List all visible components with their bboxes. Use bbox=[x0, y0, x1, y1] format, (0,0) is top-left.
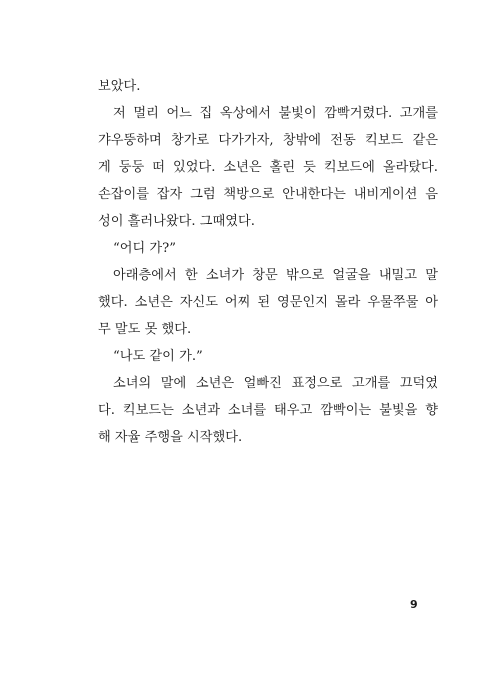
text-line: 무 말도 못 했다. bbox=[98, 322, 192, 337]
text-line: 다. 킥보드는 소년과 소녀를 태우고 깜빡이는 불빛을 향 bbox=[98, 403, 438, 418]
dialogue-line: “어디 가?” bbox=[113, 241, 176, 256]
text-line: 성이 흘러나왔다. 그때였다. bbox=[98, 214, 255, 229]
text-line: 소녀의 말에 소년은 얼빠진 표정으로 고개를 끄덕였 bbox=[113, 376, 438, 391]
text-line: 갸우뚱하며 창가로 다가가자, 창밖에 전동 킥보드 같은 bbox=[98, 133, 438, 148]
dialogue-line: “나도 같이 가.” bbox=[113, 349, 203, 364]
text-line: 보았다. bbox=[98, 79, 141, 94]
text-line: 했다. 소년은 자신도 어찌 된 영문인지 몰라 우물쭈물 아 bbox=[98, 295, 438, 310]
text-line: 게 둥둥 떠 있었다. 소년은 홀린 듯 킥보드에 올라탔다. bbox=[98, 160, 438, 175]
page-number: 9 bbox=[410, 598, 418, 611]
body-text bbox=[98, 73, 438, 451]
text-line: 아래층에서 한 소녀가 창문 밖으로 얼굴을 내밀고 말 bbox=[113, 268, 438, 283]
text-line: 저 멀리 어느 집 옥상에서 불빛이 깜빡거렸다. 고개를 bbox=[113, 106, 438, 121]
text-line: 손잡이를 잡자 그럼 책방으로 안내한다는 내비게이션 음 bbox=[98, 187, 438, 202]
text-line: 해 자율 주행을 시작했다. bbox=[98, 430, 243, 445]
